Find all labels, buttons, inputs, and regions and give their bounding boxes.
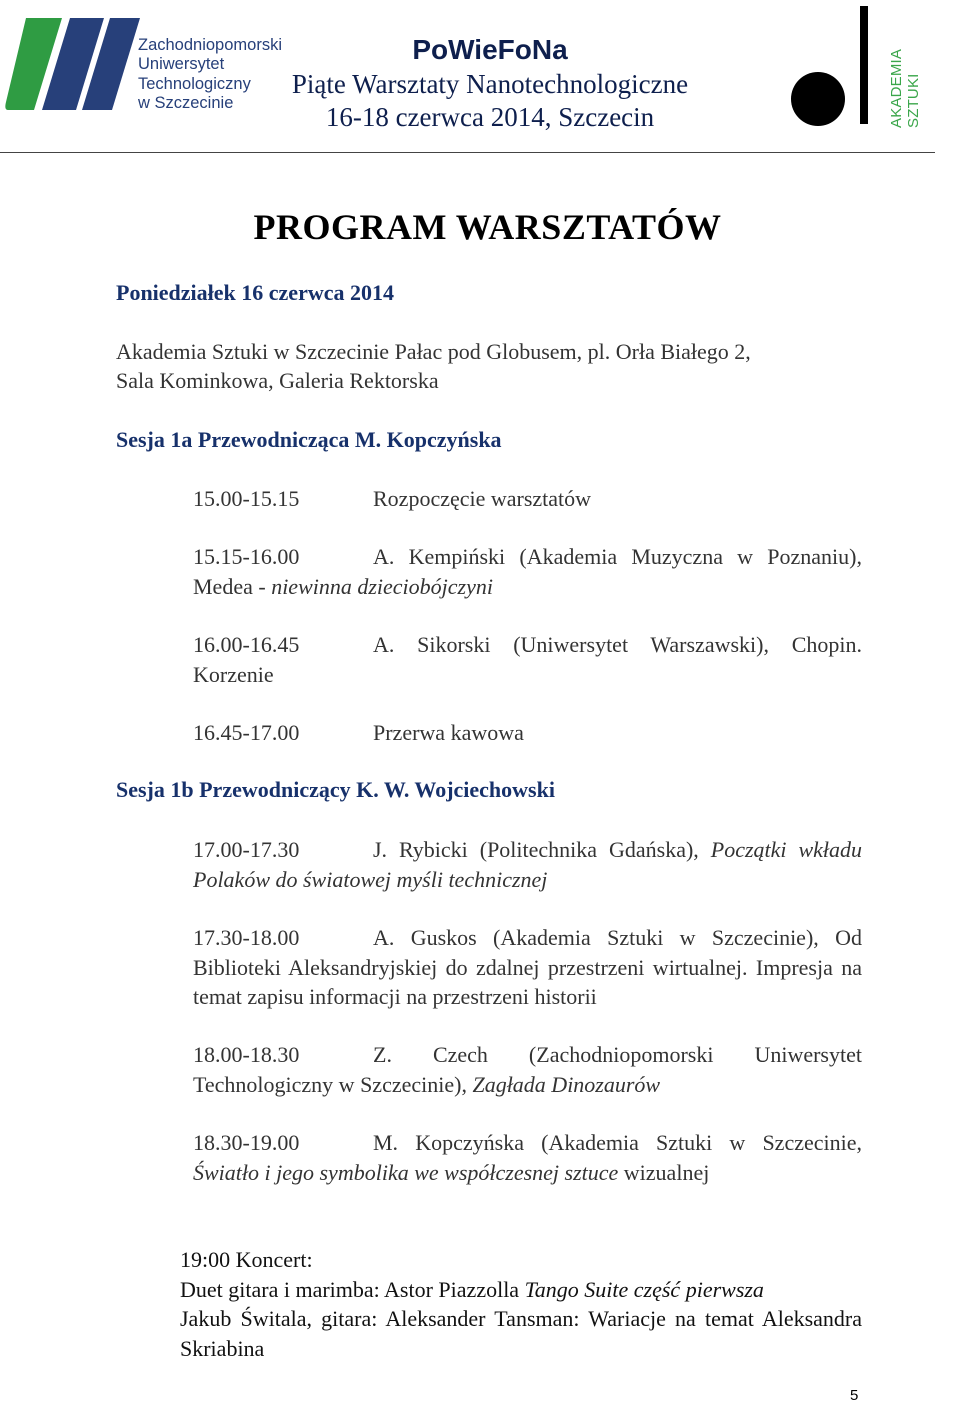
program-item <box>193 1128 862 1187</box>
item-time: 15.00-15.15 <box>193 486 300 511</box>
zut-name-line-2: Uniwersytet <box>138 55 225 73</box>
item-text: Rozpoczęcie warsztatów <box>373 486 592 511</box>
item-text: M. Kopczyńska (Akademia Sztuki w Szczecinie, <box>373 1130 862 1155</box>
concert-line-duet <box>180 1275 862 1305</box>
program-item <box>193 835 862 894</box>
page-number: 5 <box>850 1387 859 1404</box>
venue-line-1: Akademia Sztuki w Szczecinie Pałac pod Globusem, pl. Orła Białego 2, <box>116 339 751 364</box>
item-text: A. Guskos (Akademia Sztuki w Szczecinie), Od Biblioteki Aleksandryjskiej do zdalnej przestrzeni wirtualnej. Impresja na temat zapisu informacji na przestrzeni historii <box>193 925 862 1009</box>
event-date: 16-18 czerwca 2014, Szczecin <box>325 102 655 132</box>
item-time: 17.30-18.00 <box>193 925 300 950</box>
item-title-italic: Początki wkładu Polaków do światowej myśli technicznej <box>193 837 863 892</box>
item-time: 18.00-18.30 <box>193 1042 300 1067</box>
item-text: Przerwa kawowa <box>373 720 524 745</box>
concert-duet-text: Duet gitara i marimba: Astor Piazzolla <box>180 1276 525 1302</box>
academy-name: AKADEMIA SZTUKI <box>888 49 922 128</box>
academy-logo <box>790 4 870 129</box>
concert-line-guitar: Jakub Świtala, gitara: Aleksander Tansman: Wariacje na temat Aleksandra Skriabina <box>180 1306 862 1361</box>
event-subtitle: Piąte Warsztaty Nanotechnologiczne <box>291 69 689 99</box>
header-divider <box>0 152 935 153</box>
page-title: PROGRAM WARSZTATÓW <box>253 207 722 247</box>
session-1b-heading: Sesja 1b Przewodniczący K. W. Wojciechowski <box>116 777 555 802</box>
event-name: PoWieFoNa <box>412 34 568 65</box>
item-text: A. Kempiński (Akademia Muzyczna w Poznaniu), Medea - <box>193 544 862 599</box>
day-heading: Poniedziałek 16 czerwca 2014 <box>116 280 394 305</box>
concert-duet-piece: Tango Suite część pierwsza <box>524 1276 764 1302</box>
item-time: 15.15-16.00 <box>193 544 300 569</box>
program-item <box>193 718 862 748</box>
item-time: 18.30-19.00 <box>193 1130 300 1155</box>
zut-logo <box>4 14 144 114</box>
zut-name-line-1: Zachodniopomorski <box>138 36 282 54</box>
session-1a-heading: Sesja 1a Przewodnicząca M. Kopczyńska <box>116 427 502 452</box>
item-time: 16.45-17.00 <box>193 720 300 745</box>
program-item <box>193 923 862 1012</box>
item-title-italic: niewinna dzieciobójczyni <box>271 573 493 599</box>
concert-block <box>180 1245 862 1363</box>
item-text: A. Sikorski (Uniwersytet Warszawski), Chopin. Korzenie <box>193 632 862 687</box>
program-item <box>193 484 862 514</box>
item-title-italic: Światło i jego symbolika we współczesnej sztuce <box>193 1159 619 1185</box>
item-text-tail: wizualnej <box>618 1159 710 1185</box>
item-time: 16.00-16.45 <box>193 632 300 657</box>
item-text: Z. Czech (Zachodniopomorski Uniwersytet Technologiczny w Szczecinie), <box>193 1042 862 1097</box>
venue-line-2: Sala Kominkowa, Galeria Rektorska <box>116 368 439 393</box>
concert-heading: 19:00 Koncert: <box>180 1247 313 1272</box>
item-text: J. Rybicki (Politechnika Gdańska), <box>373 837 711 862</box>
zut-name-line-3: Technologiczny <box>138 75 251 93</box>
item-title-italic: Zagłada Dinozaurów <box>472 1071 661 1097</box>
program-item <box>193 1040 862 1099</box>
program-item <box>193 542 862 601</box>
program-item <box>193 630 862 689</box>
zut-name-line-4: w Szczecinie <box>138 94 234 112</box>
item-time: 17.00-17.30 <box>193 837 300 862</box>
